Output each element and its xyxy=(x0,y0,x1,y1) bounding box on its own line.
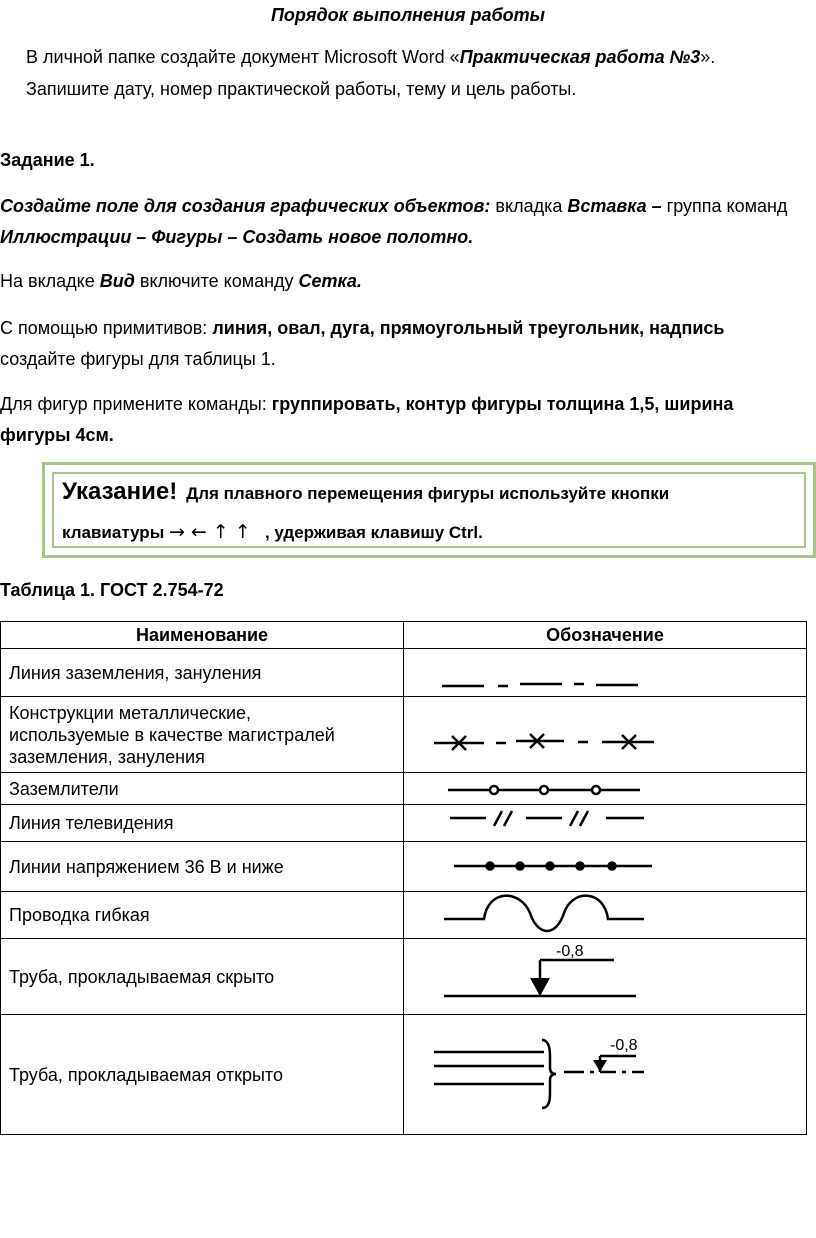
open-pipe-symbol xyxy=(404,1016,806,1134)
page-heading: Порядок выполнения работы xyxy=(270,5,546,25)
low-voltage-line-symbol xyxy=(404,843,806,891)
table-row xyxy=(1,649,807,697)
task-p2-text2: включите команду xyxy=(134,271,299,291)
task-p3-primitives: линия, овал, дуга, прямоугольный треугольник, надпись xyxy=(212,318,725,338)
task-p4-line1 xyxy=(0,393,733,415)
row-name xyxy=(1,697,404,773)
arrow-keys-icon: → ← ↑ ↑ xyxy=(168,521,251,543)
ground-electrode-symbol xyxy=(404,774,806,804)
task-p1-line2: Иллюстрации – Фигуры – Создать новое полотно. xyxy=(0,227,474,247)
task-p2-text: На вкладке xyxy=(0,271,100,291)
note-text-3: , удерживая клавишу Ctrl. xyxy=(264,523,483,542)
task-p1-text2: группа команд xyxy=(661,196,788,216)
gost-table xyxy=(0,621,807,1135)
depth-mark-label: -0,8 xyxy=(610,1036,638,1054)
task-p4-line2: фигуры 4см. xyxy=(0,425,114,445)
task-p2-tab: Вид xyxy=(99,271,135,291)
task-p4-text: Для фигур примените команды: xyxy=(0,394,272,414)
row-name: Проводка гибкая xyxy=(1,892,404,939)
intro-line-1 xyxy=(26,46,715,68)
task-title: Задание 1. xyxy=(0,150,95,170)
task-p3-text: С помощью примитивов: xyxy=(0,318,213,338)
note-box xyxy=(42,462,816,558)
row-name: Заземлители xyxy=(1,773,404,805)
task-p3-line1 xyxy=(0,317,724,339)
note-text-2: клавиатуры xyxy=(62,523,165,542)
row-symbol xyxy=(404,649,807,697)
row-name: Линии напряжением 36 В и ниже xyxy=(1,842,404,892)
task-p1-bi: Создайте поле для создания графических объектов: xyxy=(0,196,491,216)
tv-line-symbol xyxy=(404,806,806,841)
task-p1-text: вкладка xyxy=(490,196,568,216)
row-symbol xyxy=(404,842,807,892)
row-symbol xyxy=(404,773,807,805)
row-symbol xyxy=(404,805,807,842)
col-header-symbol: Обозначение xyxy=(404,622,807,649)
table-row xyxy=(1,892,807,939)
table-row xyxy=(1,842,807,892)
table-row xyxy=(1,939,807,1015)
work-title: Практическая работа №3 xyxy=(459,47,701,67)
task-p2-command: Сетка. xyxy=(298,271,362,291)
row-name-line: заземления, зануления xyxy=(9,746,205,767)
note-line-1 xyxy=(62,478,669,506)
row-symbol xyxy=(404,892,807,939)
row-symbol xyxy=(404,697,807,773)
intro-text: В личной папке создайте документ Microsoft Word « xyxy=(26,47,460,67)
row-symbol xyxy=(404,939,807,1015)
hidden-pipe-symbol xyxy=(404,940,806,1014)
col-header-name: Наименование xyxy=(1,622,404,649)
row-symbol xyxy=(404,1015,807,1135)
metal-structure-symbol xyxy=(404,698,806,772)
task-p2 xyxy=(0,270,362,292)
row-name-line: используемые в качестве магистралей xyxy=(9,724,335,745)
table-row xyxy=(1,805,807,842)
task-p4-commands: группировать, контур фигуры толщина 1,5, ширина xyxy=(271,394,734,414)
table-row xyxy=(1,1015,807,1135)
task-p3-line2: создайте фигуры для таблицы 1. xyxy=(0,349,276,369)
flexible-wiring-symbol xyxy=(404,893,806,938)
intro-line-2: Запишите дату, номер практической работы, тему и цель работы. xyxy=(26,79,577,99)
row-name: Труба, прокладываемая открыто xyxy=(1,1015,404,1135)
row-name: Труба, прокладываемая скрыто xyxy=(1,939,404,1015)
row-name-line: Конструкции металлические, xyxy=(9,702,252,723)
task-p1-line1 xyxy=(0,195,787,217)
intro-text-end: ». xyxy=(700,47,716,67)
depth-mark-label: -0,8 xyxy=(556,942,584,960)
note-text-1: Для плавного перемещения фигуры используйте кнопки xyxy=(186,484,670,503)
note-title: Указание! xyxy=(62,478,178,505)
table-row xyxy=(1,773,807,805)
row-name: Линия заземления, зануления xyxy=(1,649,404,697)
note-line-2 xyxy=(62,521,483,543)
table-row xyxy=(1,697,807,773)
row-name: Линия телевидения xyxy=(1,805,404,842)
task-p1-menu: Вставка – xyxy=(567,196,662,216)
grounding-line-symbol xyxy=(404,650,806,696)
table-header-row xyxy=(1,622,807,649)
table-caption: Таблица 1. ГОСТ 2.754-72 xyxy=(0,580,224,600)
